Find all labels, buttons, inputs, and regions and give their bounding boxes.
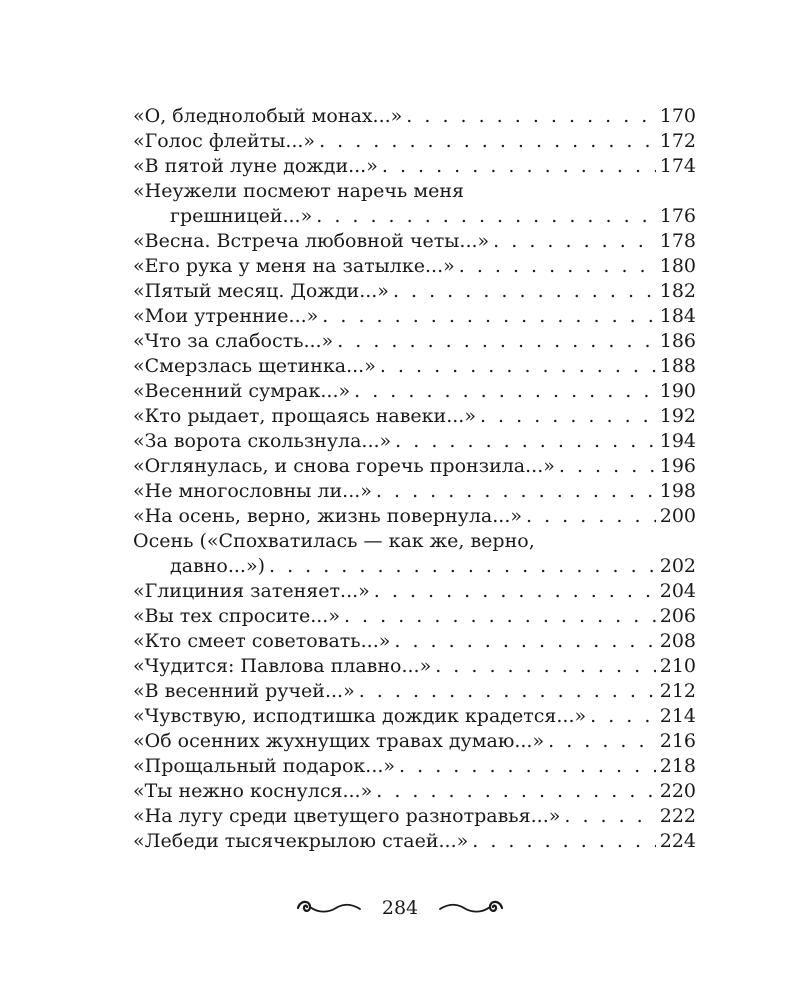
toc-entry-title: «Смерзлась щетинка...»: [133, 355, 376, 377]
dot-leader: [376, 479, 656, 504]
toc-entry-continuation: [133, 554, 696, 579]
toc-entry-title: «Мои утренние...»: [133, 305, 319, 327]
toc-entry-page: 176: [659, 205, 696, 227]
toc-entry-page: 224: [659, 830, 696, 852]
toc-entry: [133, 629, 696, 654]
toc-entry: [133, 754, 696, 779]
toc-entry: [133, 329, 696, 354]
toc-entry: [133, 429, 696, 454]
toc-entry-page: 200: [659, 505, 696, 527]
toc-entry-title: «Лебеди тысячекрылою стаей...»: [133, 830, 469, 852]
toc-entry: [133, 254, 696, 279]
toc-entry-page: 214: [659, 705, 696, 727]
toc-entry: [133, 229, 696, 254]
toc-entry: [133, 779, 696, 804]
dot-leader: [406, 104, 655, 129]
toc-entry-page: 194: [659, 430, 696, 452]
toc-entry-title: «Ты нежно коснулся...»: [133, 780, 373, 802]
toc-entry-title: «Что за слабость...»: [133, 330, 334, 352]
toc-entry-page: 186: [659, 330, 696, 352]
toc-entry-page: 208: [659, 630, 696, 652]
toc-entry: [133, 579, 696, 604]
dot-leader: [590, 704, 656, 729]
toc-entry: [133, 179, 696, 204]
toc-entry-title: «Вы тех спросите...»: [133, 605, 340, 627]
dot-leader: [344, 604, 656, 629]
dot-leader: [374, 579, 656, 604]
toc-entry: [133, 379, 696, 404]
toc-entry-page: 170: [659, 105, 696, 127]
dot-leader: [395, 429, 656, 454]
toc-entry-page: 188: [659, 355, 696, 377]
dot-leader: [322, 304, 655, 329]
dot-leader: [380, 354, 656, 379]
toc-entry-page: 178: [659, 230, 696, 252]
toc-entry-page: 182: [659, 280, 696, 302]
toc-entry: [133, 729, 696, 754]
toc-entry-title: «Оглянулась, и снова горечь пронзила...»: [133, 455, 555, 477]
toc-entry-title: «О, бледнолобый монах...»: [133, 105, 403, 127]
dot-leader: [393, 279, 656, 304]
toc-entry-title: «Чувствую, исподтишка дождик крадется...»: [133, 705, 587, 727]
toc-entry-title: «Кто смеет советовать...»: [133, 630, 391, 652]
toc-entry-title: «Голос флейты...»: [133, 130, 316, 152]
dot-leader: [394, 629, 655, 654]
toc-entry-page: 196: [659, 455, 696, 477]
toc-entry-title-continuation: давно...»): [170, 555, 265, 577]
swirl-ornament-icon: [294, 897, 364, 919]
toc-entry: [133, 129, 696, 154]
toc-entry: [133, 404, 696, 429]
toc-entry-title: «Неужели посмеют наречь меня: [133, 180, 464, 202]
dot-leader: [376, 779, 656, 804]
page-number: 284: [381, 897, 419, 919]
dot-leader: [337, 329, 656, 354]
toc-entry-title: «Глициния затеняет...»: [133, 580, 370, 602]
toc-entry-title: «Не многословны ли...»: [133, 480, 372, 502]
toc-entry-title-continuation: грешницей...»: [170, 205, 313, 227]
toc-entry-title: «Пятый месяц. Дожди...»: [133, 280, 389, 302]
dot-leader: [459, 254, 656, 279]
dot-leader: [359, 679, 656, 704]
table-of-contents: [133, 104, 696, 854]
toc-entry: [133, 354, 696, 379]
page-footer: [0, 896, 800, 920]
toc-entry-page: 220: [659, 780, 696, 802]
dot-leader: [316, 204, 656, 229]
toc-entry-page: 174: [659, 155, 696, 177]
toc-entry-page: 192: [659, 405, 696, 427]
toc-entry: [133, 829, 696, 854]
toc-entry: [133, 304, 696, 329]
toc-entry-page: 190: [659, 380, 696, 402]
toc-entry: [133, 704, 696, 729]
toc-entry-title: «В весенний ручей...»: [133, 680, 355, 702]
dot-leader: [493, 229, 656, 254]
toc-entry: [133, 529, 696, 554]
toc-entry-page: 198: [659, 480, 696, 502]
toc-entry-page: 216: [659, 730, 696, 752]
dot-leader: [319, 129, 656, 154]
toc-entry-title: «Прощальный подарок...»: [133, 755, 396, 777]
dot-leader: [564, 804, 655, 829]
toc-entry: [133, 454, 696, 479]
toc-entry-continuation: [133, 204, 696, 229]
toc-entry: [133, 479, 696, 504]
toc-entry: [133, 679, 696, 704]
toc-entry: [133, 279, 696, 304]
toc-entry-title: «На осень, верно, жизнь повернула...»: [133, 505, 522, 527]
toc-entry: [133, 804, 696, 829]
toc-entry-page: 212: [659, 680, 696, 702]
dot-leader: [399, 754, 656, 779]
toc-entry-page: 172: [659, 130, 696, 152]
dot-leader: [354, 379, 656, 404]
toc-entry-page: 184: [659, 305, 696, 327]
toc-entry-page: 180: [659, 255, 696, 277]
toc-entry: [133, 654, 696, 679]
toc-entry-page: 210: [659, 655, 696, 677]
swirl-ornament-icon: [436, 897, 506, 919]
dot-leader: [269, 554, 656, 579]
dot-leader: [480, 404, 656, 429]
toc-entry-title: «На лугу среди цветущего разнотравья...»: [133, 805, 561, 827]
toc-entry-title: «Его рука у меня на затылке...»: [133, 255, 455, 277]
toc-entry-title: «В пятой луне дожди...»: [133, 155, 378, 177]
toc-entry: [133, 504, 696, 529]
toc-entry-title: «Чудится: Павлова плавно...»: [133, 655, 432, 677]
toc-entry-title: «Весенний сумрак...»: [133, 380, 351, 402]
toc-entry-page: 204: [659, 580, 696, 602]
dot-leader: [472, 829, 655, 854]
dot-leader: [382, 154, 656, 179]
toc-entry-page: 218: [659, 755, 696, 777]
toc-entry-title: «За ворота скользнула...»: [133, 430, 392, 452]
toc-entry-title: Осень («Спохватилась — как же, верно,: [133, 530, 535, 552]
dot-leader: [559, 454, 656, 479]
toc-entry-title: «Кто рыдает, прощаясь навеки...»: [133, 405, 476, 427]
toc-entry: [133, 104, 696, 129]
dot-leader: [548, 729, 656, 754]
toc-entry-page: 202: [659, 555, 696, 577]
toc-entry-title: «Весна. Встреча любовной четы...»: [133, 230, 490, 252]
dot-leader: [435, 654, 656, 679]
toc-entry-title: «Об осенних жухнущих травах думаю...»: [133, 730, 545, 752]
toc-entry-page: 222: [659, 805, 696, 827]
toc-entry: [133, 604, 696, 629]
dot-leader: [526, 504, 656, 529]
toc-entry: [133, 154, 696, 179]
toc-entry-page: 206: [659, 605, 696, 627]
